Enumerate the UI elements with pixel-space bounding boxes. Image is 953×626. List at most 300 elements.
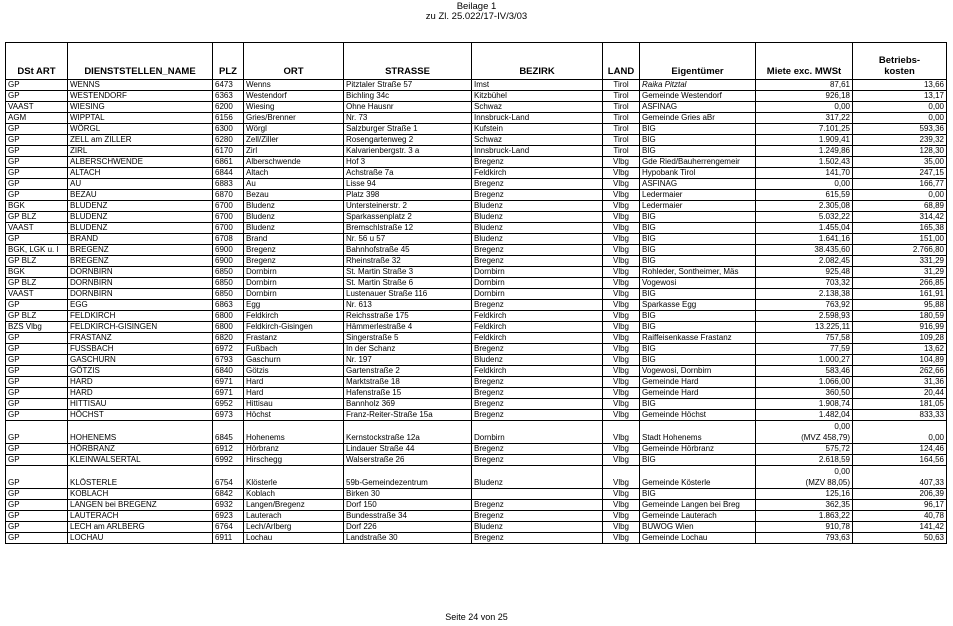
cell-strasse: Bichling 34c (344, 91, 472, 102)
cell-land: Vlbg (603, 179, 640, 190)
cell-plz: 6971 (213, 388, 244, 399)
cell-dst-art: GP BLZ (6, 256, 68, 267)
cell-dienststellen-name: AU (68, 179, 213, 190)
cell-dienststellen-name: WÖRGL (68, 124, 213, 135)
cell-plz: 6473 (213, 80, 244, 91)
cell-plz: 6363 (213, 91, 244, 102)
cell-strasse: Hof 3 (344, 157, 472, 168)
cell-land: Vlbg (603, 511, 640, 522)
cell-strasse: Dorf 226 (344, 522, 472, 533)
cell-ort: Dornbirn (244, 278, 344, 289)
table-row (6, 212, 947, 223)
cell-betriebskosten: 128,30 (853, 146, 947, 157)
cell-bezirk: Dornbirn (472, 267, 603, 278)
cell-eigentuemer: Vogewosi, Dornbirn (640, 366, 756, 377)
cell-bezirk: Bludenz (472, 355, 603, 366)
table-row (6, 124, 947, 135)
cell-dst-art: BGK (6, 201, 68, 212)
table-row (6, 399, 947, 410)
table-row (6, 333, 947, 344)
table-row (6, 91, 947, 102)
cell-ort: Altach (244, 168, 344, 179)
cell-strasse: Nr. 56 u 57 (344, 234, 472, 245)
cell-strasse: Birken 30 (344, 489, 472, 500)
cell-dst-art: GP (6, 522, 68, 533)
cell-land: Vlbg (603, 234, 640, 245)
cell-plz: 6850 (213, 267, 244, 278)
cell-ort: Langen/Bregenz (244, 500, 344, 511)
cell-ort: Feldkirch-Gisingen (244, 322, 344, 333)
cell-strasse: Dorf 150 (344, 500, 472, 511)
cell-eigentuemer: Gemeinde Lauterach (640, 511, 756, 522)
cell-dst-art: GP (6, 410, 68, 421)
cell-dienststellen-name: DORNBIRN (68, 267, 213, 278)
cell-plz: 6932 (213, 500, 244, 511)
cell-plz: 6840 (213, 366, 244, 377)
cell-plz: 6170 (213, 146, 244, 157)
cell-strasse: Platz 398 (344, 190, 472, 201)
cell-bezirk: Feldkirch (472, 311, 603, 322)
cell-betriebskosten: 239,32 (853, 135, 947, 146)
cell-dienststellen-name: HARD (68, 388, 213, 399)
cell-betriebskosten: 164,56 (853, 455, 947, 466)
cell-miete: 763,92 (756, 300, 853, 311)
cell-ort: Wörgl (244, 124, 344, 135)
cell-land: Vlbg (603, 455, 640, 466)
cell-land: Tirol (603, 102, 640, 113)
cell-miete: 757,58 (756, 333, 853, 344)
table-row (6, 421, 947, 444)
cell-ort: Hirschegg (244, 455, 344, 466)
cell-strasse: Franz-Reiter-Straße 15a (344, 410, 472, 421)
cell-eigentuemer: Rohleder, Sontheimer, Mäs (640, 267, 756, 278)
cell-land: Vlbg (603, 289, 640, 300)
cell-plz: 6842 (213, 489, 244, 500)
cell-dienststellen-name: KOBLACH (68, 489, 213, 500)
cell-dst-art: GP (6, 333, 68, 344)
cell-bezirk: Feldkirch (472, 168, 603, 179)
cell-eigentuemer: Sparkasse Egg (640, 300, 756, 311)
column-header-eigentuemer: Eigentümer (640, 43, 756, 80)
cell-dienststellen-name: BREGENZ (68, 256, 213, 267)
table-row (6, 80, 947, 91)
cell-bezirk: Bregenz (472, 500, 603, 511)
cell-plz: 6911 (213, 533, 244, 544)
cell-dienststellen-name: KLEINWALSERTAL (68, 455, 213, 466)
cell-land: Vlbg (603, 444, 640, 455)
cell-miete: 5.032,22 (756, 212, 853, 223)
cell-miete: 583,46 (756, 366, 853, 377)
cell-land: Vlbg (603, 500, 640, 511)
cell-eigentuemer: Gemeinde Hard (640, 388, 756, 399)
cell-strasse: Nr. 613 (344, 300, 472, 311)
cell-plz: 6764 (213, 522, 244, 533)
table-row (6, 511, 947, 522)
cell-miete: 7.101,25 (756, 124, 853, 135)
cell-bezirk: Schwaz (472, 102, 603, 113)
cell-strasse: Reichsstraße 175 (344, 311, 472, 322)
table-row (6, 522, 947, 533)
cell-dst-art: GP (6, 399, 68, 410)
cell-dst-art: GP (6, 355, 68, 366)
cell-land: Tirol (603, 113, 640, 124)
cell-ort: Hörbranz (244, 444, 344, 455)
cell-ort: Bregenz (244, 245, 344, 256)
cell-land: Vlbg (603, 410, 640, 421)
table-row (6, 311, 947, 322)
cell-eigentuemer: BIG (640, 135, 756, 146)
table-row (6, 410, 947, 421)
cell-miete: 926,18 (756, 91, 853, 102)
cell-ort: Frastanz (244, 333, 344, 344)
cell-plz: 6863 (213, 300, 244, 311)
cell-miete: 1.641,16 (756, 234, 853, 245)
cell-dienststellen-name: ALTACH (68, 168, 213, 179)
cell-bezirk: Kufstein (472, 124, 603, 135)
table-header-row (6, 43, 947, 80)
cell-strasse: Nr. 197 (344, 355, 472, 366)
table-row (6, 190, 947, 201)
cell-eigentuemer: BIG (640, 455, 756, 466)
cell-eigentuemer: Gde Ried/Bauherrengemeir (640, 157, 756, 168)
table-row (6, 201, 947, 212)
cell-betriebskosten: 314,42 (853, 212, 947, 223)
cell-plz: 6900 (213, 245, 244, 256)
cell-eigentuemer: BIG (640, 399, 756, 410)
cell-plz: 6952 (213, 399, 244, 410)
cell-dst-art: GP (6, 444, 68, 455)
cell-plz: 6793 (213, 355, 244, 366)
table-row (6, 113, 947, 124)
cell-miete: 77,59 (756, 344, 853, 355)
cell-land: Vlbg (603, 344, 640, 355)
cell-dst-art: VAAST (6, 289, 68, 300)
cell-ort: Dornbirn (244, 267, 344, 278)
table-row (6, 366, 947, 377)
cell-dienststellen-name: HÖCHST (68, 410, 213, 421)
cell-dienststellen-name: BLUDENZ (68, 212, 213, 223)
cell-land: Vlbg (603, 489, 640, 500)
cell-bezirk: Dornbirn (472, 289, 603, 300)
cell-land: Vlbg (603, 278, 640, 289)
cell-ort: Zell/Ziller (244, 135, 344, 146)
cell-betriebskosten: 35,00 (853, 157, 947, 168)
cell-strasse: Bahnhofstraße 45 (344, 245, 472, 256)
cell-plz: 6971 (213, 377, 244, 388)
cell-bezirk: Bregenz (472, 256, 603, 267)
cell-bezirk: Bregenz (472, 511, 603, 522)
cell-betriebskosten: 31,29 (853, 267, 947, 278)
cell-plz: 6850 (213, 278, 244, 289)
cell-plz: 6754 (213, 466, 244, 489)
column-header-strasse: STRASSE (344, 43, 472, 80)
cell-dienststellen-name: FELDKIRCH-GISINGEN (68, 322, 213, 333)
cell-miete: 1.455,04 (756, 223, 853, 234)
cell-bezirk: Bregenz (472, 399, 603, 410)
table-row (6, 135, 947, 146)
cell-dst-art: GP (6, 388, 68, 399)
cell-ort: Hohenems (244, 421, 344, 444)
cell-strasse: In der Schanz (344, 344, 472, 355)
cell-ort: Höchst (244, 410, 344, 421)
cell-dst-art: GP BLZ (6, 311, 68, 322)
cell-strasse: Sparkassenplatz 2 (344, 212, 472, 223)
cell-plz: 6800 (213, 322, 244, 333)
cell-dienststellen-name: EGG (68, 300, 213, 311)
table-row (6, 300, 947, 311)
cell-ort: Lauterach (244, 511, 344, 522)
cell-plz: 6844 (213, 168, 244, 179)
cell-ort: Götzis (244, 366, 344, 377)
cell-miete: 925,48 (756, 267, 853, 278)
cell-land: Vlbg (603, 377, 640, 388)
cell-betriebskosten: 13,17 (853, 91, 947, 102)
page-number: Seite 24 von 25 (445, 612, 508, 622)
cell-dienststellen-name: WIPPTAL (68, 113, 213, 124)
cell-ort: Hittisau (244, 399, 344, 410)
cell-land: Vlbg (603, 245, 640, 256)
cell-betriebskosten: 593,36 (853, 124, 947, 135)
cell-dienststellen-name: ZIRL (68, 146, 213, 157)
cell-betriebskosten: 247,15 (853, 168, 947, 179)
cell-betriebskosten: 0,00 (853, 421, 947, 444)
table-row (6, 289, 947, 300)
cell-plz: 6700 (213, 212, 244, 223)
cell-dst-art: GP (6, 466, 68, 489)
cell-land: Tirol (603, 135, 640, 146)
cell-dienststellen-name: GÖTZIS (68, 366, 213, 377)
table-row (6, 444, 947, 455)
table-row (6, 489, 947, 500)
cell-land: Vlbg (603, 212, 640, 223)
cell-dst-art: GP (6, 80, 68, 91)
cell-strasse: Pitztaler Straße 57 (344, 80, 472, 91)
cell-bezirk (472, 489, 603, 500)
cell-miete: 2.598,93 (756, 311, 853, 322)
table-row (6, 500, 947, 511)
cell-plz: 6870 (213, 190, 244, 201)
cell-betriebskosten: 20,44 (853, 388, 947, 399)
cell-miete: 1.000,27 (756, 355, 853, 366)
cell-betriebskosten: 407,33 (853, 466, 947, 489)
cell-ort: Dornbirn (244, 289, 344, 300)
cell-dienststellen-name: FELDKIRCH (68, 311, 213, 322)
cell-bezirk: Feldkirch (472, 322, 603, 333)
cell-land: Vlbg (603, 333, 640, 344)
cell-land: Vlbg (603, 399, 640, 410)
cell-miete: 38.435,60 (756, 245, 853, 256)
cell-land: Vlbg (603, 355, 640, 366)
cell-eigentuemer: BIG (640, 212, 756, 223)
cell-dienststellen-name: FUSSBACH (68, 344, 213, 355)
table-row (6, 157, 947, 168)
cell-strasse: Hafenstraße 15 (344, 388, 472, 399)
cell-land: Vlbg (603, 267, 640, 278)
cell-ort: Wenns (244, 80, 344, 91)
cell-dienststellen-name: BLUDENZ (68, 223, 213, 234)
cell-betriebskosten: 13,62 (853, 344, 947, 355)
cell-miete: 360,50 (756, 388, 853, 399)
table-row (6, 455, 947, 466)
table-row (6, 179, 947, 190)
cell-strasse: Bremschlstraße 12 (344, 223, 472, 234)
cell-strasse: Rosengartenweg 2 (344, 135, 472, 146)
cell-bezirk: Bregenz (472, 410, 603, 421)
cell-betriebskosten: 13,66 (853, 80, 947, 91)
cell-eigentuemer: BIG (640, 234, 756, 245)
cell-betriebskosten: 206,39 (853, 489, 947, 500)
cell-dst-art: AGM (6, 113, 68, 124)
document-reference: zu Zl. 25.022/17-IV/3/03 (425, 11, 528, 22)
cell-eigentuemer: BIG (640, 245, 756, 256)
cell-miete: 362,35 (756, 500, 853, 511)
cell-betriebskosten: 331,29 (853, 256, 947, 267)
cell-strasse: Lisse 94 (344, 179, 472, 190)
table-body (6, 80, 947, 544)
cell-ort: Alberschwende (244, 157, 344, 168)
cell-dst-art: GP (6, 421, 68, 444)
cell-ort: Bludenz (244, 212, 344, 223)
cell-miete: 2.618,59 (756, 455, 853, 466)
cell-eigentuemer: Hypobank Tirol (640, 168, 756, 179)
cell-strasse: Lindauer Straße 44 (344, 444, 472, 455)
cell-plz: 6200 (213, 102, 244, 113)
cell-eigentuemer: Gemeinde Kösterle (640, 466, 756, 489)
cell-bezirk: Bludenz (472, 466, 603, 489)
cell-dienststellen-name: DORNBIRN (68, 278, 213, 289)
cell-land: Tirol (603, 146, 640, 157)
cell-dienststellen-name: LOCHAU (68, 533, 213, 544)
cell-betriebskosten: 2.766,80 (853, 245, 947, 256)
cell-dst-art: GP (6, 91, 68, 102)
cell-land: Vlbg (603, 533, 640, 544)
cell-bezirk: Bregenz (472, 179, 603, 190)
cell-bezirk: Imst (472, 80, 603, 91)
table-row (6, 377, 947, 388)
cell-bezirk: Feldkirch (472, 366, 603, 377)
cell-strasse: Bundesstraße 34 (344, 511, 472, 522)
cell-dienststellen-name: BEZAU (68, 190, 213, 201)
cell-miete: 2.305,08 (756, 201, 853, 212)
cell-bezirk: Bludenz (472, 522, 603, 533)
cell-plz: 6700 (213, 223, 244, 234)
table-row (6, 322, 947, 333)
cell-betriebskosten: 141,42 (853, 522, 947, 533)
cell-dienststellen-name: ALBERSCHWENDE (68, 157, 213, 168)
table-row (6, 466, 947, 489)
cell-dst-art: GP (6, 511, 68, 522)
cell-miete: 1.502,43 (756, 157, 853, 168)
cell-dienststellen-name: HÖRBRANZ (68, 444, 213, 455)
cell-betriebskosten: 181,05 (853, 399, 947, 410)
cell-eigentuemer: Raika Pitztal (640, 80, 756, 91)
cell-bezirk: Bludenz (472, 223, 603, 234)
cell-ort: Zirl (244, 146, 344, 157)
cell-land: Vlbg (603, 366, 640, 377)
cell-dst-art: GP (6, 377, 68, 388)
cell-betriebskosten: 50,63 (853, 533, 947, 544)
column-header-land: LAND (603, 43, 640, 80)
column-header-miete: Miete exc. MWSt (756, 43, 853, 80)
cell-betriebskosten: 104,89 (853, 355, 947, 366)
cell-miete: 13.225,11 (756, 322, 853, 333)
cell-eigentuemer: BIG (640, 146, 756, 157)
cell-ort: Wiesing (244, 102, 344, 113)
cell-bezirk: Bregenz (472, 388, 603, 399)
cell-eigentuemer: Gemeinde Lochau (640, 533, 756, 544)
cell-dienststellen-name: BREGENZ (68, 245, 213, 256)
cell-miete: 615,59 (756, 190, 853, 201)
column-header-bezirk: BEZIRK (472, 43, 603, 80)
cell-dst-art: GP (6, 455, 68, 466)
cell-dst-art: GP (6, 489, 68, 500)
cell-eigentuemer: BIG (640, 311, 756, 322)
cell-bezirk: Dornbirn (472, 278, 603, 289)
cell-betriebskosten: 180,59 (853, 311, 947, 322)
cell-eigentuemer: BUWOG Wien (640, 522, 756, 533)
column-header-plz: PLZ (213, 43, 244, 80)
cell-plz: 6708 (213, 234, 244, 245)
cell-dienststellen-name: DORNBIRN (68, 289, 213, 300)
cell-eigentuemer: ASFINAG (640, 102, 756, 113)
cell-bezirk: Bludenz (472, 212, 603, 223)
cell-eigentuemer: BIG (640, 223, 756, 234)
cell-miete: 703,32 (756, 278, 853, 289)
cell-miete: 0,00 (756, 179, 853, 190)
cell-betriebskosten: 262,66 (853, 366, 947, 377)
cell-bezirk: Bregenz (472, 344, 603, 355)
cell-dst-art: BZS Vlbg (6, 322, 68, 333)
cell-dienststellen-name: WIESING (68, 102, 213, 113)
cell-eigentuemer: BIG (640, 355, 756, 366)
cell-eigentuemer: ASFINAG (640, 179, 756, 190)
cell-dienststellen-name: WENNS (68, 80, 213, 91)
cell-ort: Au (244, 179, 344, 190)
cell-bezirk: Bregenz (472, 157, 603, 168)
cell-betriebskosten: 95,88 (853, 300, 947, 311)
cell-dst-art: GP (6, 168, 68, 179)
cell-plz: 6850 (213, 289, 244, 300)
cell-bezirk: Bregenz (472, 190, 603, 201)
cell-eigentuemer: BIG (640, 344, 756, 355)
column-header-betriebskosten: Betriebs- kosten (853, 43, 947, 80)
cell-plz: 6861 (213, 157, 244, 168)
cell-betriebskosten: 0,00 (853, 190, 947, 201)
cell-ort: Lech/Arlberg (244, 522, 344, 533)
cell-eigentuemer: Gemeinde Hard (640, 377, 756, 388)
cell-ort: Hard (244, 388, 344, 399)
cell-miete: 793,63 (756, 533, 853, 544)
cell-miete: 575,72 (756, 444, 853, 455)
cell-dst-art: GP (6, 146, 68, 157)
cell-plz: 6912 (213, 444, 244, 455)
cell-betriebskosten: 109,28 (853, 333, 947, 344)
cell-ort: Koblach (244, 489, 344, 500)
cell-miete: 0,00 (MVZ 458,79) (756, 421, 853, 444)
cell-betriebskosten: 916,99 (853, 322, 947, 333)
cell-dienststellen-name: BRAND (68, 234, 213, 245)
cell-dst-art: GP (6, 533, 68, 544)
cell-land: Vlbg (603, 311, 640, 322)
cell-land: Vlbg (603, 466, 640, 489)
cell-plz: 6883 (213, 179, 244, 190)
table-row (6, 234, 947, 245)
cell-betriebskosten: 68,89 (853, 201, 947, 212)
cell-ort: Bludenz (244, 201, 344, 212)
table-row (6, 102, 947, 113)
cell-plz: 6700 (213, 201, 244, 212)
cell-plz: 6300 (213, 124, 244, 135)
